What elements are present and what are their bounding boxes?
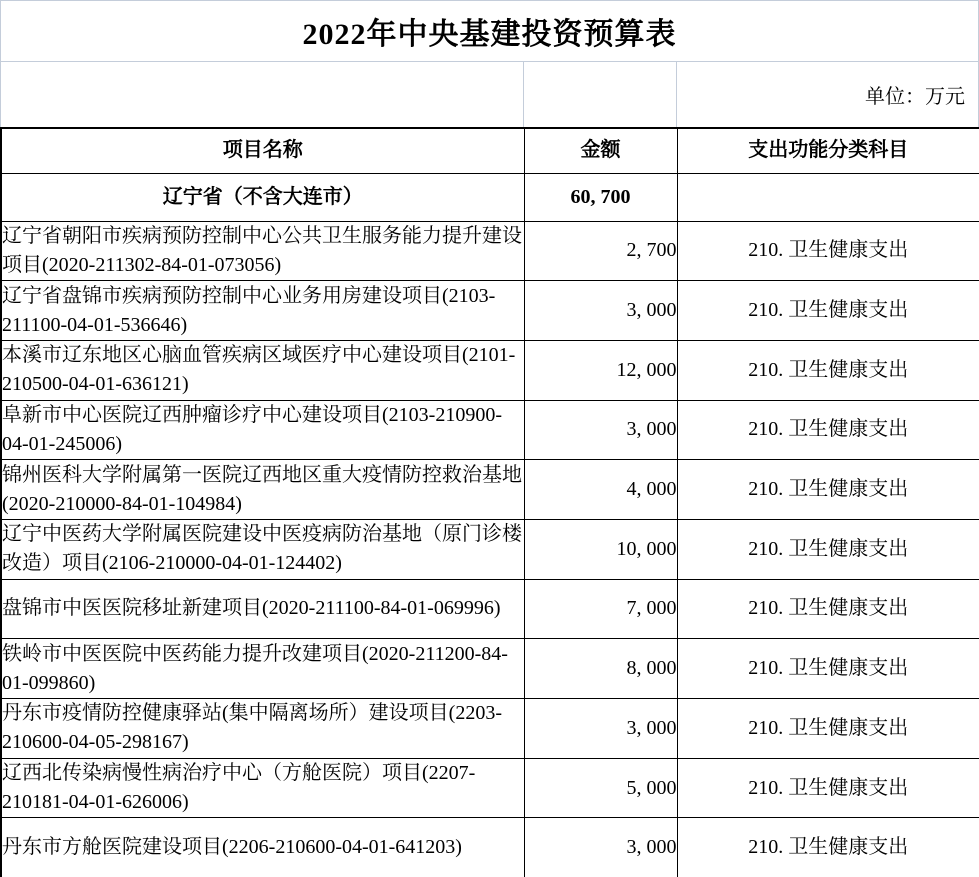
amount-cell: 10, 000 — [524, 519, 677, 579]
amount-cell: 3, 000 — [524, 400, 677, 460]
project-name-cell: 辽西北传染病慢性病治疗中心（方舱医院）项目(2207-210181-04-01-626006) — [1, 758, 524, 818]
page-title: 2022年中央基建投资预算表 — [302, 18, 677, 51]
unit-label: 单位：万元 — [676, 62, 978, 127]
table-row — [1, 281, 979, 341]
project-name-cell: 丹东市疫情防控健康驿站(集中隔离场所）建设项目(2203-210600-04-05-298167) — [1, 699, 524, 759]
unit-band-spacer-1 — [1, 62, 523, 127]
category-cell: 210. 卫生健康支出 — [677, 818, 979, 877]
summary-amount-cell: 60, 700 — [524, 173, 677, 221]
project-name-cell: 辽宁省盘锦市疾病预防控制中心业务用房建设项目(2103-211100-04-01-536646) — [1, 281, 524, 341]
project-name-cell: 丹东市方舱医院建设项目(2206-210600-04-01-641203) — [1, 818, 524, 877]
header-project-name: 项目名称 — [1, 128, 524, 173]
table-row — [1, 400, 979, 460]
category-cell: 210. 卫生健康支出 — [677, 639, 979, 699]
category-cell: 210. 卫生健康支出 — [677, 281, 979, 341]
budget-table — [0, 127, 979, 877]
table-body — [1, 173, 979, 877]
unit-band-spacer-2 — [523, 62, 676, 127]
amount-cell: 7, 000 — [524, 579, 677, 639]
project-name-cell: 阜新市中心医院辽西肿瘤诊疗中心建设项目(2103-210900-04-01-245006) — [1, 400, 524, 460]
table-header-row — [1, 128, 979, 173]
table-row — [1, 579, 979, 639]
summary-category-cell — [677, 173, 979, 221]
header-category: 支出功能分类科目 — [677, 128, 979, 173]
amount-cell: 5, 000 — [524, 758, 677, 818]
table-row — [1, 460, 979, 520]
project-name-cell: 本溪市辽东地区心脑血管疾病区域医疗中心建设项目(2101-210500-04-01-636121) — [1, 340, 524, 400]
amount-cell: 4, 000 — [524, 460, 677, 520]
category-cell: 210. 卫生健康支出 — [677, 400, 979, 460]
table-row — [1, 340, 979, 400]
amount-cell: 2, 700 — [524, 221, 677, 281]
category-cell: 210. 卫生健康支出 — [677, 699, 979, 759]
summary-name-cell: 辽宁省（不含大连市） — [1, 173, 524, 221]
summary-row — [1, 173, 979, 221]
category-cell: 210. 卫生健康支出 — [677, 579, 979, 639]
category-cell: 210. 卫生健康支出 — [677, 758, 979, 818]
table-row — [1, 758, 979, 818]
category-cell: 210. 卫生健康支出 — [677, 460, 979, 520]
project-name-cell: 盘锦市中医医院移址新建项目(2020-211100-84-01-069996) — [1, 579, 524, 639]
amount-cell: 3, 000 — [524, 818, 677, 877]
project-name-cell: 辽宁中医药大学附属医院建设中医疫病防治基地（原门诊楼改造）项目(2106-210000-04-01-124402) — [1, 519, 524, 579]
table-row — [1, 519, 979, 579]
table-row — [1, 699, 979, 759]
amount-cell: 3, 000 — [524, 281, 677, 341]
title-band — [1, 1, 978, 62]
unit-band — [1, 62, 978, 127]
category-cell: 210. 卫生健康支出 — [677, 340, 979, 400]
category-cell: 210. 卫生健康支出 — [677, 519, 979, 579]
amount-cell: 3, 000 — [524, 699, 677, 759]
project-name-cell: 辽宁省朝阳市疾病预防控制中心公共卫生服务能力提升建设项目(2020-211302-84-01-073056) — [1, 221, 524, 281]
table-row — [1, 639, 979, 699]
project-name-cell: 锦州医科大学附属第一医院辽西地区重大疫情防控救治基地(2020-210000-84-01-104984) — [1, 460, 524, 520]
project-name-cell: 铁岭市中医医院中医药能力提升改建项目(2020-211200-84-01-099860) — [1, 639, 524, 699]
header-amount: 金额 — [524, 128, 677, 173]
amount-cell: 12, 000 — [524, 340, 677, 400]
table-row — [1, 221, 979, 281]
document-header-area — [0, 0, 979, 127]
amount-cell: 8, 000 — [524, 639, 677, 699]
table-row — [1, 818, 979, 877]
category-cell: 210. 卫生健康支出 — [677, 221, 979, 281]
